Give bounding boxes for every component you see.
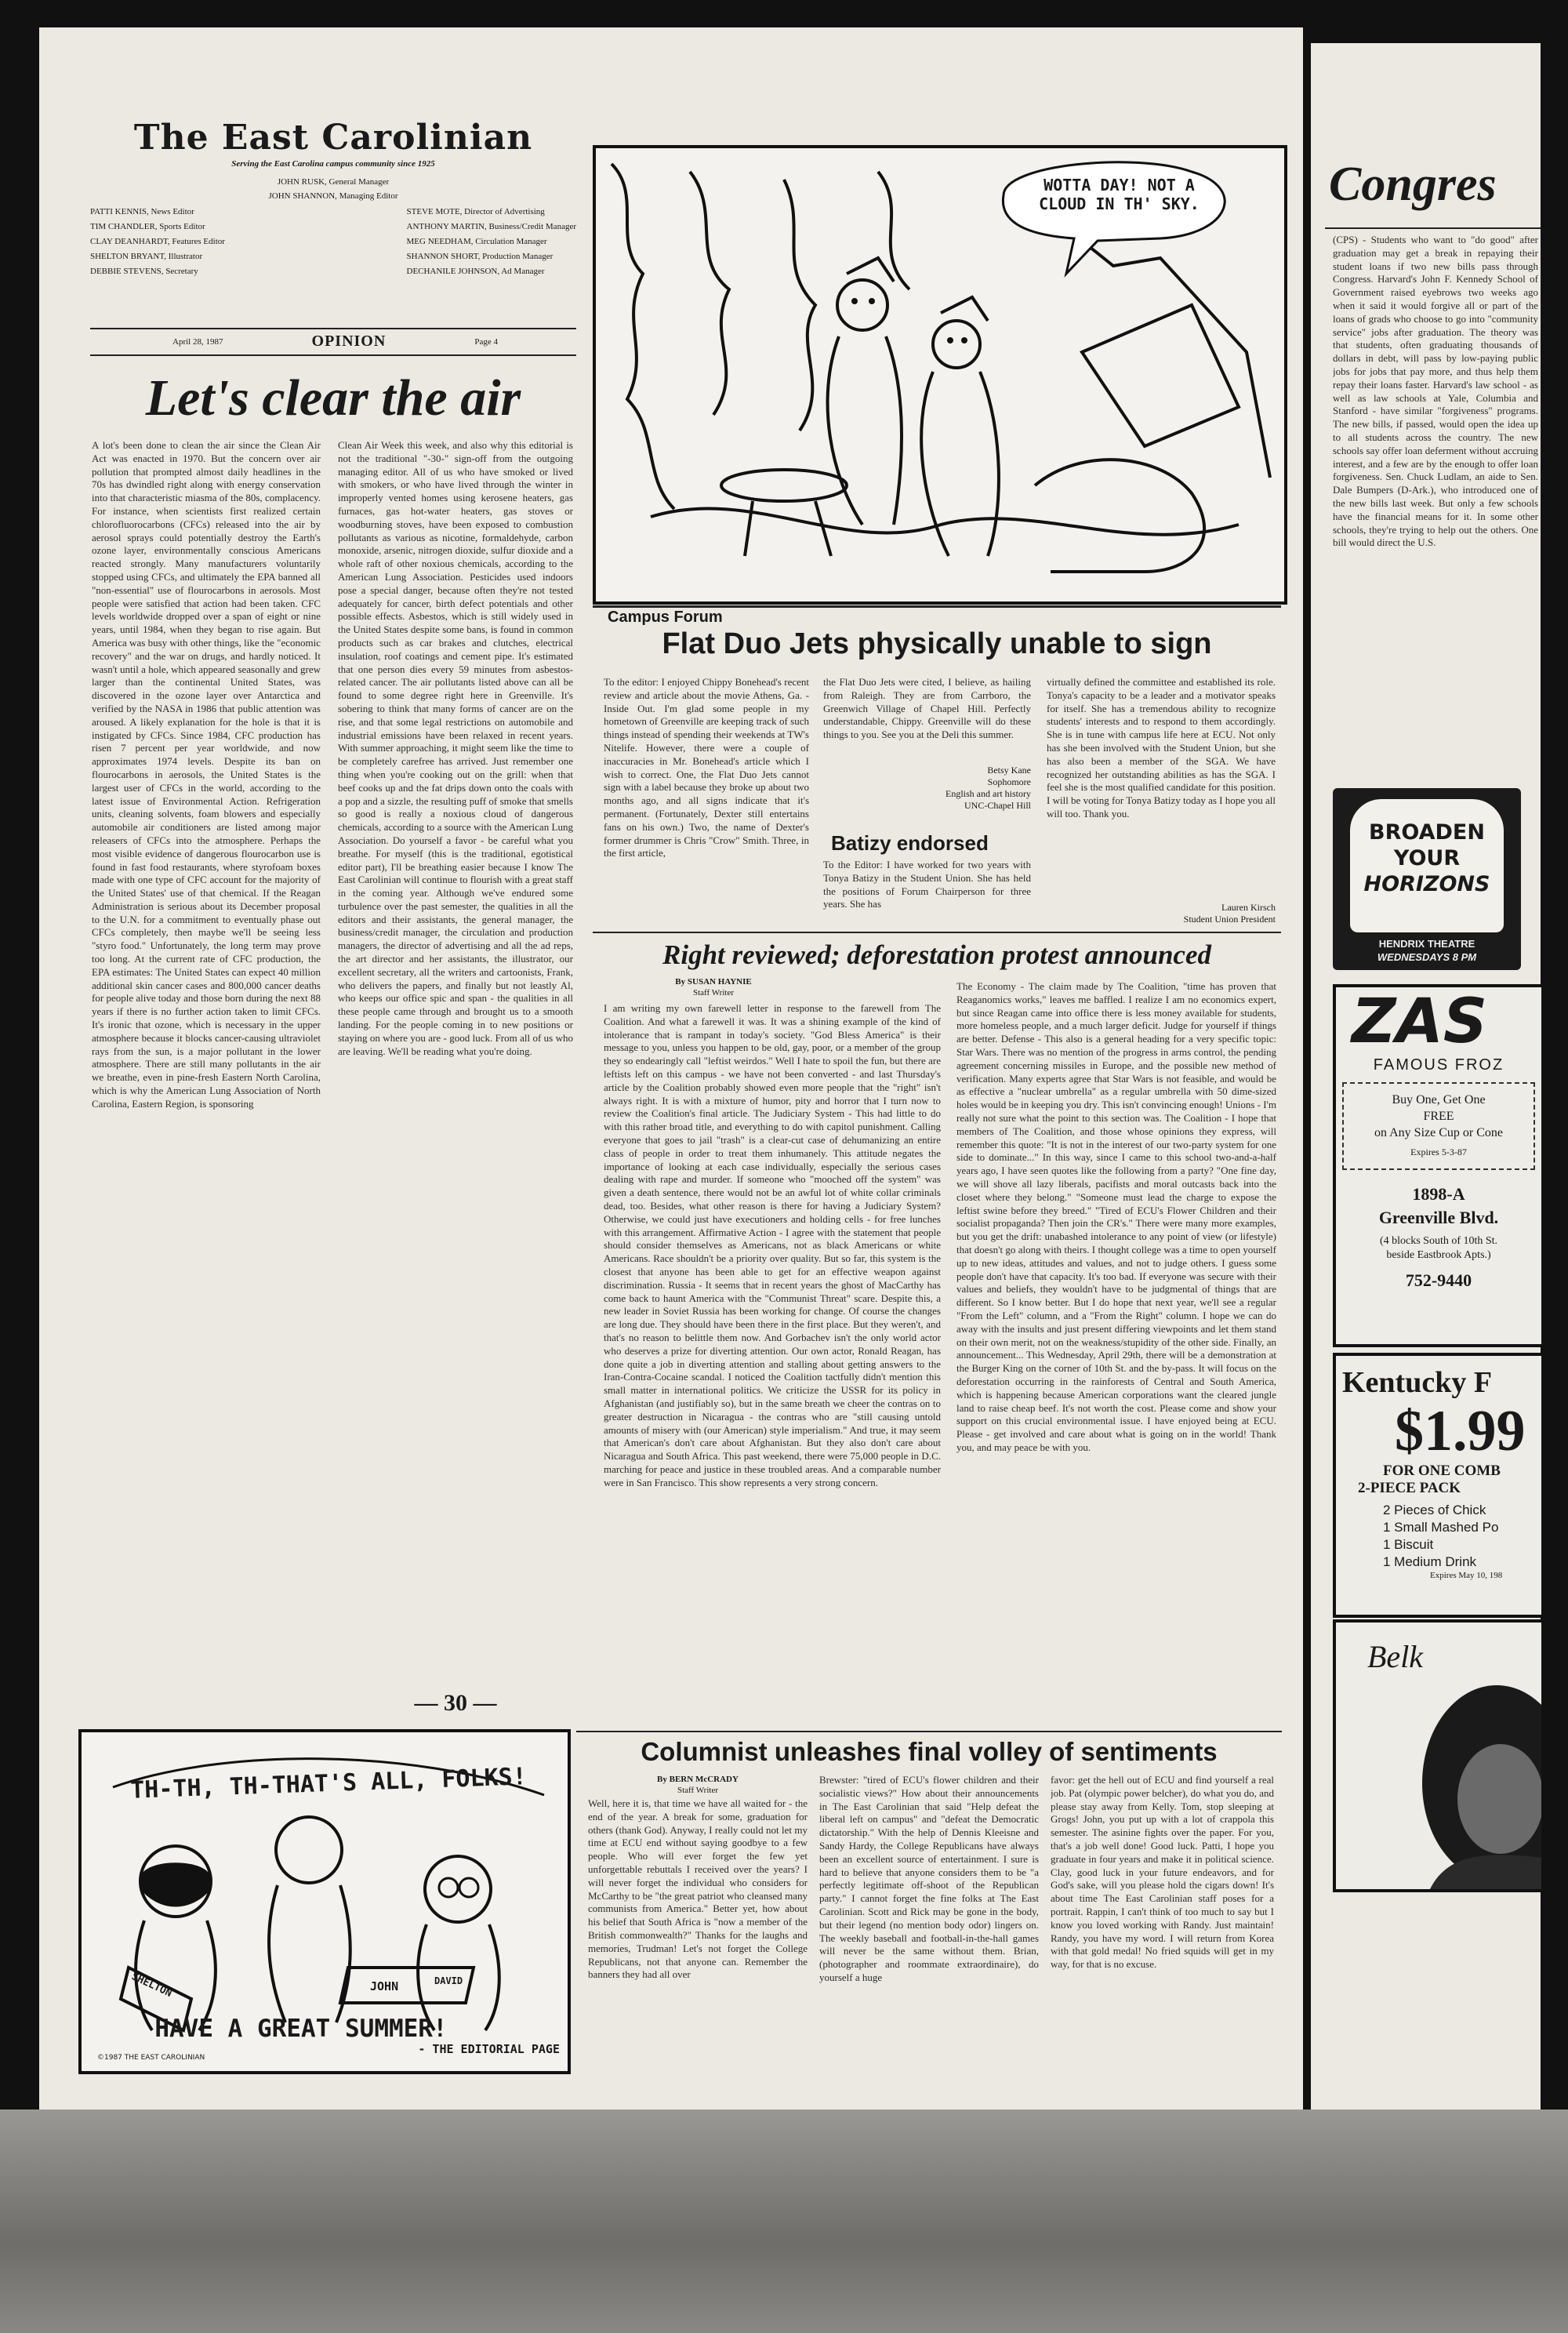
ad2-tag: FAMOUS FROZ: [1373, 1056, 1504, 1074]
cartoon-name-2: JOHN: [370, 1979, 399, 1993]
cartoon-banner: TH-TH, TH-THAT'S ALL, FOLKS!: [129, 1763, 528, 1804]
columnist-column-1: Well, here it is, that time we have all waited for - the end of the year. A break for some, graduation for others (thank God). Anyway, I really could not let my time at ECU end without saying goodbye to a few people. Who will ever forget the few yet unforgettable rebuttals I received over the years? I will never forget the individual who considers for McCarthy to be "the great patriot who cleansed many communists from America." Better yet, how about his belief that South Africa is "now a member of the British commonwealth?" Thanks for the laughs and memories, Trudman! Let's not forget the College Republicans, not that anyone can. Remember the banners they had all over: [588, 1797, 808, 1981]
cartoon-signature: ©1987 THE EAST CAROLINIAN: [97, 2054, 205, 2062]
scan-background: [0, 2110, 1568, 2333]
staff-top-2: JOHN SHANNON, Managing Editor: [268, 191, 398, 201]
ad-belk: [1333, 1619, 1544, 1892]
staff-right-1: STEVE MOTE, Director of Advertising: [406, 207, 545, 216]
right-column-1: I am writing my own farewell letter in response to the farewell from The Coalition. And what a farewell it was. It was a shining example of the kind of intolerance that is rampant in today's society. "God Bless America" is their message to you, unless you happen to be old, gay, poor, or a member of the group they so endearingly call "leftist weirdos." Well I hate to spoil the fun, but there are leftists left on this campus - we have not been converted - and last Thursday's article by the Coalition probably showed even more people that the "right" isn't always right. It is with a mixture of humor, pity and horror that I turn now to review the Coalition's final article. The Judiciary System - This had little to do with this rather broad title, and everything to do with capitol punishment. Calling everyone that goes to jail "trash" is a clear-cut case of dehumanizing an entire class of people in order to treat them inhumanely. This attitude negates the importance of looking at each case individually, especially the serious cases dealing with rape and murder. If someone who "mooched off the system" was given a death sentence, there would not be an awful lot of white collar criminals dead, too. Besides, what other reason is there for having a Judiciary System? Otherwise, we could just have executioners and holding cells - for free lunches with this arrangement. Affirmative Action - I agree with the statement that people should consider themselves as Americans, not as black Americans or white Americans. Race shouldn't be a priority over quality. But so far, this system is the closest that anyone has been able to get for an effective weapon against discrimination. Russia - It seems that in recent years the ghost of MacCarthy has come back to haunt America with the "Communist Threat" scare. Despite this, a new leader in Soviet Russia has been working for change. Of course the changes are long due. They should have been there in the first place. But they weren't, and that's no reason to belittle them now. And Gorbachev isn't the only world actor who deserves a prize for diverting attention. Our own actor, Ronald Reagan, has done quite a job in diverting attention and stalling about getting answers to the Iran-Contra-Cocaine scandal. I noticed the Coalition tactfully didn't mention this small matter in international politics. We criticize the USSR for its policy in Afghanistan (and justifiably so), but in the same breath we cheer the contras on to greater destruction in Nicaragua - the contras who are "still causing untold amounts of misery with (our American) style imperialism." And true, it may seem that American's don't care about Afghanistan. But they also don't care about Nicaragua and South Africa. This past weekend, there were 75,000 people in D.C. marching for peace and justice in these troubled areas. And a comparable number were in San Francisco. This show represents a very strong concern.: [604, 1002, 941, 1488]
right-rule-bottom: [576, 1731, 1282, 1732]
cartoon-barbecue: [593, 145, 1287, 605]
forum-rule-top: [593, 605, 1281, 608]
ad3-price: $1.99: [1395, 1399, 1526, 1463]
staff-left-2: TIM CHANDLER, Sports Editor: [90, 222, 205, 231]
strip-headline: Congres: [1329, 158, 1497, 211]
forum-signature-1: [823, 765, 1031, 812]
ad3-item-4: 1 Medium Drink: [1383, 1554, 1477, 1569]
columnist-column-3: favor: get the hell out of ECU and find yourself a real job. Pat (olympic power belcher), do what you do, and please stay away from Kelly. Tom, stop sleeping at Grogs! John, you put up with a lot of crappola this semester. The asinine fights over the paper. For you, that's a job well done! Good luck. Patti, I hope you graduate in four years and make it in political science. Clay, good luck in your future endeavors, and for God's sake, will you please hold the cigars down! It's about time The East Carolinian staff poses for a portrait. Rappin, I can't think of too much to say but I know you loved working with Randy. Just maintain! Randy, you have my word. I will return from Korea with that gold medal! No fried squids will get in my way, for that is no excuse.: [1051, 1774, 1274, 1971]
editorial-signoff: — 30 —: [414, 1690, 497, 1716]
staff-right-4: SHANNON SHORT, Production Manager: [406, 252, 554, 261]
cartoon-barbecue-speech: WOTTA DAY! NOT A CLOUD IN TH' SKY.: [1039, 176, 1200, 213]
forum-column-2b: To the Editor: I have worked for two years with Tonya Batizy in the Student Union. She has held the positions of Forum Chairperson for three years. She has: [823, 859, 1031, 910]
cartoon-name-3: DAVID: [434, 1975, 463, 1986]
cartoon-name-1: SHELTON: [129, 1971, 174, 2000]
masthead: [90, 118, 576, 345]
ad3-item-1: 2 Pieces of Chick: [1383, 1503, 1486, 1517]
right-byline-name: By SUSAN HAYNIE: [675, 977, 752, 987]
columnist-byline: [588, 1774, 808, 1796]
sig2-name: Lauren Kirsch: [1221, 902, 1276, 913]
ad2-coupon-3: on Any Size Cup or Cone: [1374, 1126, 1503, 1139]
editorial-column-1: A lot's been done to clean the air since the Clean Air Act was enacted in 1970. But the concern over air pollution that prompted almost daily headlines in the 70s has dwindled right along with energy conservation into that characteristic miasma of the 80s, complacency. For instance, when scientists first realized certain chlorofluorocarbons (CFCs) released into the air by aerosol sprays could potentially destroy the Earth's ozone layer, environmentally conscious Americans reacted strongly. Many manufacturers voluntarily stopped using CFCs, and ultimately the EPA banned all "non-essential" use of flourocarbons in aerosols. Most people were satisfied that action had been taken. CFC levels worldwide dropped over a span of eight or nine years, until 1984, when they began to rise again. But America was busy with other things, like the "economic recovery" and the war on drugs, and hardly noticed. It wasn't until a hole, which appeared seasonally and grew larger than the continental United States, was discovered in the ozone layer over Antarctica and verified by the NASA in 1986 that public attention was aroused. A likely explanation for the hole is that it is instigated by CFCs. Since 1984, CFC production has risen 7 percent per year worldwide, and now approximates 1974 levels. Despite its ban on flourocarbons in aerosols, the United States is the largest user of CFCs in the world, according to the latest issue of Environmental Action. Refrigeration units, cleaning solvents, foam blowers and especially automobile air conditioners are listed among major releasers of CFCs into the atmosphere. Perhaps the most visible evidence of dangerous flourocarbon use is found in fast food restaurants, where styrofoam boxes made with one type of CFC account for the majority of the United States' use of that chemical. If the Reagan Administration is serious about its December proposal to the U.N. for a commitment to eventually phase out CFCs completely, then maybe we'll be seeing less "styro food." Unfortunately, the long term may prove too long. At the current rate of CFC production, the EPA estimates: The United States can expect 40 million additional skin cancer cases and 800,000 cancer deaths for people alive today and those born during the next 88 years if there is no further action taken to limit CFCs. It's ironic that ozone, which is necessary in the upper atmosphere because it blocks cancer-causing ultraviolet rays from the sun, is a major pollutant in the lower atmosphere. There are still many pollutants in the air we breathe, even in pine-fresh Eastern North Carolina, which is why the American Lung Association of North Carolina, Eastern Region, is sponsoring: [92, 439, 321, 1110]
ad-zas: [1333, 984, 1544, 1347]
sig2-title: Student Union President: [1183, 914, 1276, 925]
staff-right-5: DECHANILE JOHNSON, Ad Manager: [406, 267, 545, 276]
ad2-coupon-2: FREE: [1423, 1110, 1454, 1123]
masthead-rule-bottom: [90, 354, 576, 356]
staff-top-1: JOHN RUSK, General Manager: [277, 177, 390, 187]
cartoon-thats-all-folks: [78, 1729, 571, 2074]
strip-rule: [1325, 227, 1541, 229]
ad2-addr-2: Greenville Blvd.: [1378, 1208, 1499, 1227]
forum-headline: Flat Duo Jets physically unable to sign: [662, 627, 1212, 660]
ad2-coupon: [1342, 1082, 1535, 1170]
masthead-motto: Serving the East Carolina campus community since 1925: [231, 159, 435, 169]
ad1-line-2: YOUR: [1393, 846, 1461, 870]
forum-label: Campus Forum: [608, 609, 723, 626]
ad3-item-2: 1 Small Mashed Po: [1383, 1520, 1499, 1535]
ad2-brand: ZAS: [1352, 987, 1488, 1057]
staff-right: [407, 205, 576, 279]
right-byline: [604, 976, 823, 998]
ad4-brand: Belk: [1367, 1639, 1424, 1674]
staff-left-5: DEBBIE STEVENS, Secretary: [90, 267, 198, 276]
cartoon-barbecue-drawing: [596, 148, 1284, 601]
ad3-brand: Kentucky F: [1342, 1366, 1493, 1399]
staff-right-2: ANTHONY MARTIN, Business/Credit Manager: [406, 222, 576, 231]
ad3-expires: Expires May 10, 198: [1430, 1571, 1503, 1580]
ad2-coupon-1: Buy One, Get One: [1392, 1093, 1486, 1107]
cartoon-credit: - THE EDITORIAL PAGE: [418, 2042, 560, 2056]
staff-left: [90, 205, 225, 279]
cartoon-caption: HAVE A GREAT SUMMER!: [154, 2015, 448, 2043]
masthead-rule-top: [90, 328, 576, 329]
right-column-2: The Economy - The claim made by The Coalition, "time has proven that Reaganomics works," leaves me baffled. I realize I am no economics expert, but since Reagan came into office there is less money available for students, more homeless people, and a much larger deficit. Judge for yourself if things are better. Defense - This also is a general heading for a very specific topic: Star Wars. There was no mention of the progress in arms control, the pending agreement concerning missiles in Europe, and the possible new method of verification. Many experts agree that Star Wars is not feasible, and would be as effective a "nuclear umbrella" as a regular umbrella with 50 dime-sized holes would be in keeping you dry. This isn't convincing enough! Unions - I'm really not sure what the point to this section was. The Coalition - I hope that members of The Coalition, and those whose opinions they express, will remember this quote: "It is not in the interest of our two-party system for one side to dominate..." In this way, since I came to this school two-and-a-half years ago, I have seen quotes like the following from a party? "One fine day, we will shove all lazy liberals, pacifists and moral outcasts back into the closet where they belong." "Someone must lead the charge to expose the leftist swine before they breed." "Tired of ECU's Flower Children and their socialist propaganda? Then join the CR's." There were many more examples, but you get the drift: unabashed intolerance to any point of view (or lifestyle) that doesn't go along with theirs. I thought college was a time to open yourself up to new ideas, attitudes and values, and not to judge others. I guess some people don't have that capacity. It's too bad. If everyone was secure with their values and beliefs, they wouldn't have to be judgmental of things that are different. So I know better. But I do hope that next year, we'll see a regular "From the Left" column, and a "From the Right" column. I hope we can do away with the insults and just present differing viewpoints and let them stand on their own merit, not on the weakness/stupidity of the other side. Finally, an announcement... This Wednesday, April 29th, there will be a demonstration at the Burger King on the corner of 10th St. and the by-pass. It will focus on the deforestation occurring in the rainforests of Central and South America, which is happening because American corporations want the cleared jungle land to raise cheap beef. It's not worth the cost. Please come and show your support on this crucial environmental issue. I have enjoyed being at ECU. Please - get involved and care about what is going on in the world! Thank you, and may peace be with you.: [956, 980, 1276, 1453]
right-byline-title: Staff Writer: [693, 988, 734, 998]
staff-right-3: MEG NEEDHAM, Circulation Manager: [406, 237, 547, 246]
columnist-byline-name: By BERN McCRADY: [657, 1775, 739, 1784]
columnist-byline-title: Staff Writer: [677, 1786, 718, 1795]
ad2-phone: 752-9440: [1405, 1270, 1472, 1290]
dateline-date: April 28, 1987: [172, 336, 223, 347]
staff-left-1: PATTI KENNIS, News Editor: [90, 207, 194, 216]
forum-column-1: To the editor: I enjoyed Chippy Bonehead's recent review and article about the movie Athens, Ga. - Inside Out. I'm glad some people in my hometown of Greenville are keeping track of such things instead of spending their weekends at TW's Nitelife. However, there were a couple of inaccuracies in Mr. Bonehead's article which I wish to correct. One, the Flat Duo Jets cannot sign with a label because they broke up about two months ago, and all signs indicate that it's permanent. (Fortunately, Dexter still entertains fans on his own.) Two, the name of Dexter's former drummer is Chris "Crow" Smith. Three, in the first article,: [604, 676, 809, 859]
sig1-school: UNC-Chapel Hill: [964, 800, 1031, 811]
dateline: [90, 333, 576, 351]
masthead-title: The East Carolinian: [133, 118, 533, 158]
right-headline: Right reviewed; deforestation protest announced: [662, 939, 1211, 970]
ad2-expires: Expires 5-3-87: [1410, 1147, 1467, 1157]
forum-column-2: the Flat Duo Jets were cited, I believe, as hailing from Raleigh. They are from Carrboro, the Greenwich Village of Chapel Hill. Perfectly understandable, Chippy. Greenville will do these things to you. See you at the Deli this summer.: [823, 676, 1031, 741]
ad4-photo: [1336, 1623, 1541, 1889]
ad2-addr-4: beside Eastbrook Apts.): [1386, 1249, 1491, 1261]
ad2-addr-3: (4 blocks South of 10th St.: [1379, 1235, 1498, 1247]
staff-left-4: SHELTON BRYANT, Illustrator: [90, 252, 203, 261]
sig1-major: English and art history: [946, 788, 1031, 799]
forum-rule-bottom: [593, 932, 1281, 933]
editorial-headline: Let's clear the air: [145, 369, 521, 427]
ad3-for: FOR ONE COMB: [1383, 1463, 1501, 1479]
ad2-addr-1: 1898-A: [1412, 1184, 1465, 1204]
columnist-headline: Columnist unleashes final volley of sentiments: [641, 1737, 1218, 1766]
ad1-foot-1: HENDRIX THEATRE: [1378, 938, 1475, 950]
forum-sub-headline: Batizy endorsed: [831, 831, 989, 855]
ad1-foot-2: WEDNESDAYS 8 PM: [1377, 951, 1477, 963]
editorial-column-2: Clean Air Week this week, and also why this editorial is not the traditional "-30-" sign-off from the outgoing managing editor. All of us who have smoked or lived with smokers, or who have lived through the winter in improperly vented homes using kerosene heaters, gas furnaces, gas hot-water heaters, gas stoves or woodburning stoves, have been exposed to combustion pollutants as various as nicotine, formaldehyde, carbon monoxide, arsenic, nitrogen dioxide, sulfur dioxide and a whole raft of other noxious chemicals, according to the American Lung Association. Pesticides used indoors pose a special danger, because often they're not tested adequately for cancer, birth defect potentials and other possible effects. Asbestos, which is still widely used in the United States despite some bans, is found in common products such as car brakes and clutches, electrical insulation, roof coatings and cement pipe. It's estimated that one person dies every 59 minutes from asbestos-related cancer. The air pollutants listed above can all be found to some degree right here in Greenville. It's sobering to think that many forms of cancer are on the rise, and that some legal restrictions on automobile and industrial emissions have been relaxed in recent years. With summer approaching, it might seem like the time to be completely carefree has arrived. Just remember one thing when you're cooking out on the grill: when that beef cooks up and the fat drips down onto the coals with a pop and a sizzle, the resulting puff of smoke that smells so good is really a noxious cloud of dangerous chemicals, according to a source with the American Lung Association. Do yourself a favor - be careful what you breathe. For myself (this is the traditional, egotistical editor part), I'll be breathing easier because I know The East Carolinian will continue to flourish with a great staff in the coming year. Although we've endured some turbulence over the past semester, the qualities in all the editors and their assistants, the general manager, the business/credit manager, the circulation and production managers, the director of advertising and all the ad reps, the art director and her assistants, the illustrator, our excellent secretary, all the writers and cartoonists, Frank, who delivers the papers, and finally but not leastly Al, who keeps our office spic and span - the qualities in all these people came through and brought us to a smooth landing. For the people coming in to new positions or staying on where you are - good luck. From all of us who are leaving. We'll be reading what you're doing.: [338, 439, 573, 1057]
ad3-item-3: 1 Biscuit: [1383, 1537, 1434, 1552]
dateline-page: Page 4: [474, 336, 498, 347]
dateline-section: OPINION: [311, 333, 387, 350]
ad3-pack: 2-PIECE PACK: [1358, 1480, 1461, 1496]
ad-kentucky: [1333, 1353, 1544, 1618]
staff-left-3: CLAY DEANHARDT, Features Editor: [90, 237, 225, 246]
columnist-column-2: Brewster: "tired of ECU's flower children and their socialistic views?" How about their announcements in The East Carolinian that said "Help defeat the liberal left on campus" and "defeat the Democratic dictatorship." With the help of Dennis Kleeisne and Sandy Hardy, the College Republicans have always been an excellent source of entertainment. I sure is hard to believe that anyone considers them to be "a perfectly legitimate off-shoot of the Republican party." I cannot forget the fine folks at The East Carolinian. Scott and Rick may be gone in the body, but their legend (no mention body odor) lingers on. The weekly baseball and football-in-the-hall games will never be the same without them. Brian, (photographer and roommate extraordinaire), do yourself a huge: [819, 1774, 1039, 1983]
strip-column: (CPS) - Students who want to "do good" after graduation may get a break in repaying their student loans if two new bills pass through Congress. Harvard's John F. Kennedy School of Government raised eyebrows two weeks ago when it said it would forgive all or part of the loans of grads who choose to go into "community service" jobs after graduation. The theory was that students, often graduating thousands of dollars in debt, will pass by low-paying public jobs for jobs that pay more, and thus help them repay their loans faster. Harvard's law school - as well as law schools at Yale, Columbia and Stanford - have similar "forgiveness" programs. The new bills, if passed, would open the idea up to all students across the country. The new schools say offer loan deferment without accruing interest, and a few are by the enough to offer loan forgiveness. Sen. Chuck Ludlam, an aide to Sen. Dale Bumpers (D-Ark.), who introduced one of the new bills last week. But only a few schools have the financial means for it. In some other schools, they're trying to help out the others. One bill would direct the U.S.: [1333, 234, 1538, 549]
ad-broaden-horizons: [1333, 788, 1521, 970]
ad1-line-3: HORIZONS: [1363, 872, 1490, 896]
sig1-name: Betsy Kane: [987, 765, 1031, 776]
ad1-line-1: BROADEN: [1369, 820, 1485, 845]
forum-signature-2: [1047, 902, 1276, 925]
sig1-year: Sophomore: [987, 776, 1031, 787]
forum-column-3: virtually defined the committee and established its role. Tonya's capacity to be a leader and a motivator speaks for itself. She has a tremendous ability to recognize students' interests and to respond to them accordingly. She is in tune with campus life here at ECU. Not only has she been involved with the Student Union, but she has also been a member of the SGA. We have recognized her outstanding abilities as has the SGA. I feel she is the most qualified candidate for this position. I will be voting for Tonya Batizy today as I hope you all will too. Thank you.: [1047, 676, 1276, 819]
